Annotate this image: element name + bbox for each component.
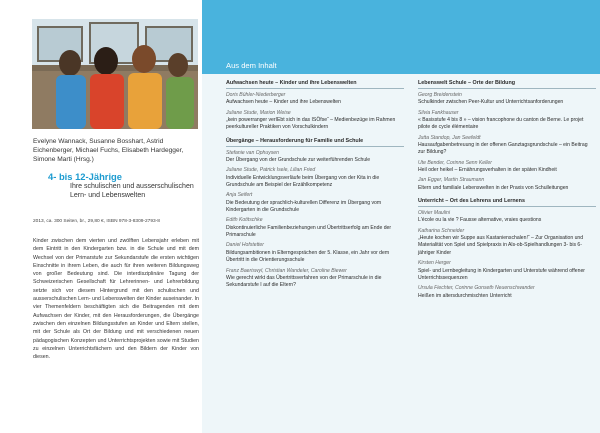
contents-entry	[226, 150, 404, 165]
section-heading: Übergänge – Herausforderung für Familie und Schule	[226, 138, 404, 147]
book-title: 4- bis 12-Jährige	[48, 171, 122, 182]
entry-author: Stefanie van Ophuysen	[226, 149, 279, 156]
contents-entry	[418, 135, 596, 157]
book-subtitle: Ihre schulischen und ausserschulischen Lern- und Lebenswelten	[70, 183, 194, 199]
entry-title: Aufwachsen heute – Kinder und ihre Lebenswelten	[226, 99, 341, 106]
entry-author: Jutta Standop, Jan Seefeldt	[418, 134, 481, 141]
contents-entry	[418, 92, 596, 107]
entry-title: Schulkinder zwischen Peer-Kultur und Unterrichtsanforderungen	[418, 99, 564, 106]
entry-title: Bildungsambitionen in Elterngesprächen der 5. Klasse, ein Jahr vor dem Übertritt in die Orientierungsschule	[226, 249, 390, 264]
contents-entry	[226, 110, 404, 132]
contents-entry	[418, 285, 596, 300]
contents-entry	[226, 268, 404, 290]
entry-author: Ute Bender, Corinne Senn Keller	[418, 159, 492, 166]
entry-author: Ursula Fiechter, Corinne Gonseth Neuenschwander	[418, 285, 535, 292]
section-heading: Unterricht – Ort des Lehrens und Lernens	[418, 198, 596, 207]
entry-title: Eltern und familiale Lebenswelten in der Praxis von Schulleitungen	[418, 184, 569, 191]
entry-title: „kein powerranger verIEbt sich in das ISÖfse“ – Medienbezüge im Rahmen peerkultureller Praktiken von Vorschulkindern	[226, 117, 396, 131]
entry-author: Jan Egger, Martin Straumann	[418, 177, 485, 184]
entry-title: Diskontinuierliche Familienbeziehungen und Übertrittserfolg am Ende der Primarschule	[226, 224, 392, 239]
entry-author: Anja Seifert	[226, 192, 253, 199]
entry-title: Hausaufgabenbetreuung in der offenen Ganztagsgrundschule – ein Beitrag zur Bildung?	[418, 142, 588, 156]
entry-author: Daniel Hofstetter	[226, 242, 264, 249]
entry-title: Heil oder heikel – Ernährungsverhalten in der späten Kindheit	[418, 167, 557, 174]
contents-entry	[418, 228, 596, 258]
entry-author: Juliane Stude, Marion Weise	[226, 109, 291, 116]
contents-entry	[418, 177, 596, 192]
entry-title: « Basisstufe 4 bis 8 » – vision francophone du canton de Berne. Le projet pilote de cycle élémentaire	[418, 117, 584, 131]
book-description: Kinder zwischen dem vierten und zwölften Lebensjahr erleben mit dem Eintritt in den Kindergarten bzw. in die Schule und mit dem Wechsel von der Primarstufe zur Sekundarstufe die ersten wichtigen Einschnitte in ihrem Leben, die auch für ihren weiteren Bildungsweg von großer Bedeutung sind. Die interdisziplinäre Tagung der Schweizerischen Gesellschaft für Lehrerinnen- und Lehrerbildung setzte sich vor diesem Hintergrund mit den schulischen und ausserschulischen Lern- und Lebenswelten der Kinder auseinander. In vier Themenfeldern beschäftigten sich die Beitragenden mit dem Aufwachsen der Kinder, mit den Herausforderungen, die Übergänge zwischen den einzelnen Bildungsstufen an Kinder und Eltern stellen, mit der Schule als Ort der Bildung und mit verschiedenen neuen pädagogischen Konzepten und Unterrichtsprojekten sowie mit Studien zu einzelnen Unterrichtsfächern und den Bildern der Kinder von diesen.	[33, 238, 199, 361]
contents-entry	[226, 92, 404, 107]
contents-heading: Aus dem Inhalt	[226, 61, 277, 70]
contents-entry	[226, 217, 404, 239]
entry-author: Katharina Schneider	[418, 227, 465, 234]
left-panel	[0, 0, 202, 433]
section-heading: Lebenswelt Schule – Orte der Bildung	[418, 80, 596, 89]
publication-info: 2013, ca. 300 Seiten, br., 29,80 €, ISBN 978-3-8309-2793-8	[33, 219, 160, 224]
contents-entry	[226, 242, 404, 264]
right-panel	[202, 0, 600, 433]
entry-title: Heißen im altersdurchmischten Unterricht	[418, 292, 512, 299]
entry-author: Doris Bühler-Niederberger	[226, 92, 286, 98]
contents-entry	[418, 110, 596, 132]
entry-title: L'école ou la vie ? Fausse alternative, vraies questions	[418, 217, 542, 224]
contents-column-2	[418, 80, 596, 303]
entry-author: Silvia Fankhauser	[418, 109, 459, 116]
entry-title: Wie gerecht wirkt das Übertrittsverfahren von der Primarschule in die Sekundarstufe I auf die Eltern?	[226, 274, 382, 289]
entry-title: Der Übergang von der Grundschule zur weiterführenden Schule	[226, 157, 371, 164]
section-heading: Aufwachsen heute – Kinder und ihre Lebenswelten	[226, 80, 404, 89]
contents-entry	[226, 167, 404, 189]
entry-author: Edith Kotitschke	[226, 217, 263, 224]
entry-title: Individuelle Entwicklungsverläufe beim Übergang von der Kita in die Grundschule am Beispiel der Erzählkompetenz	[226, 174, 380, 189]
entry-title: „Heute kochen wir Suppe aus Kastanienschalen!“ – Zur Organisation und Materialität von Spiel und Spielpraxis in Als-ob-Spielhandlungen 3- bis 6-jähriger Kinder	[418, 235, 584, 256]
contents-column-1	[226, 80, 404, 293]
entry-author: Juliane Stude, Patrick Isele, Lilian Fried	[226, 167, 316, 174]
contents-entry	[418, 160, 596, 175]
entry-author: Kirsten Herger	[418, 260, 451, 267]
entry-author: Olivier Maulini	[418, 210, 450, 217]
children-photo	[32, 19, 198, 129]
contents-entry	[418, 260, 596, 282]
entry-title: Spiel- und Lernbegleitung in Kindergarten und Unterstufe während offener Unterrichtssequenzen	[418, 267, 585, 281]
entry-author: Franz Baeriswyl, Christian Wandeler, Caroline Biewer	[226, 267, 347, 274]
entry-title: Die Bedeutung der sprachlich-kulturellen Differenz im Übergang vom Kindergarten in die Grundschule	[226, 199, 382, 214]
entry-author: Georg Breidenstein	[418, 92, 462, 98]
editors: Evelyne Wannack, Susanne Bosshart, Astrid Eichenberger, Michael Fuchs, Elisabeth Hardegger, Simone Marti (Hrsg.)	[33, 138, 184, 164]
contents-entry	[226, 192, 404, 214]
contents-entry	[418, 210, 596, 225]
